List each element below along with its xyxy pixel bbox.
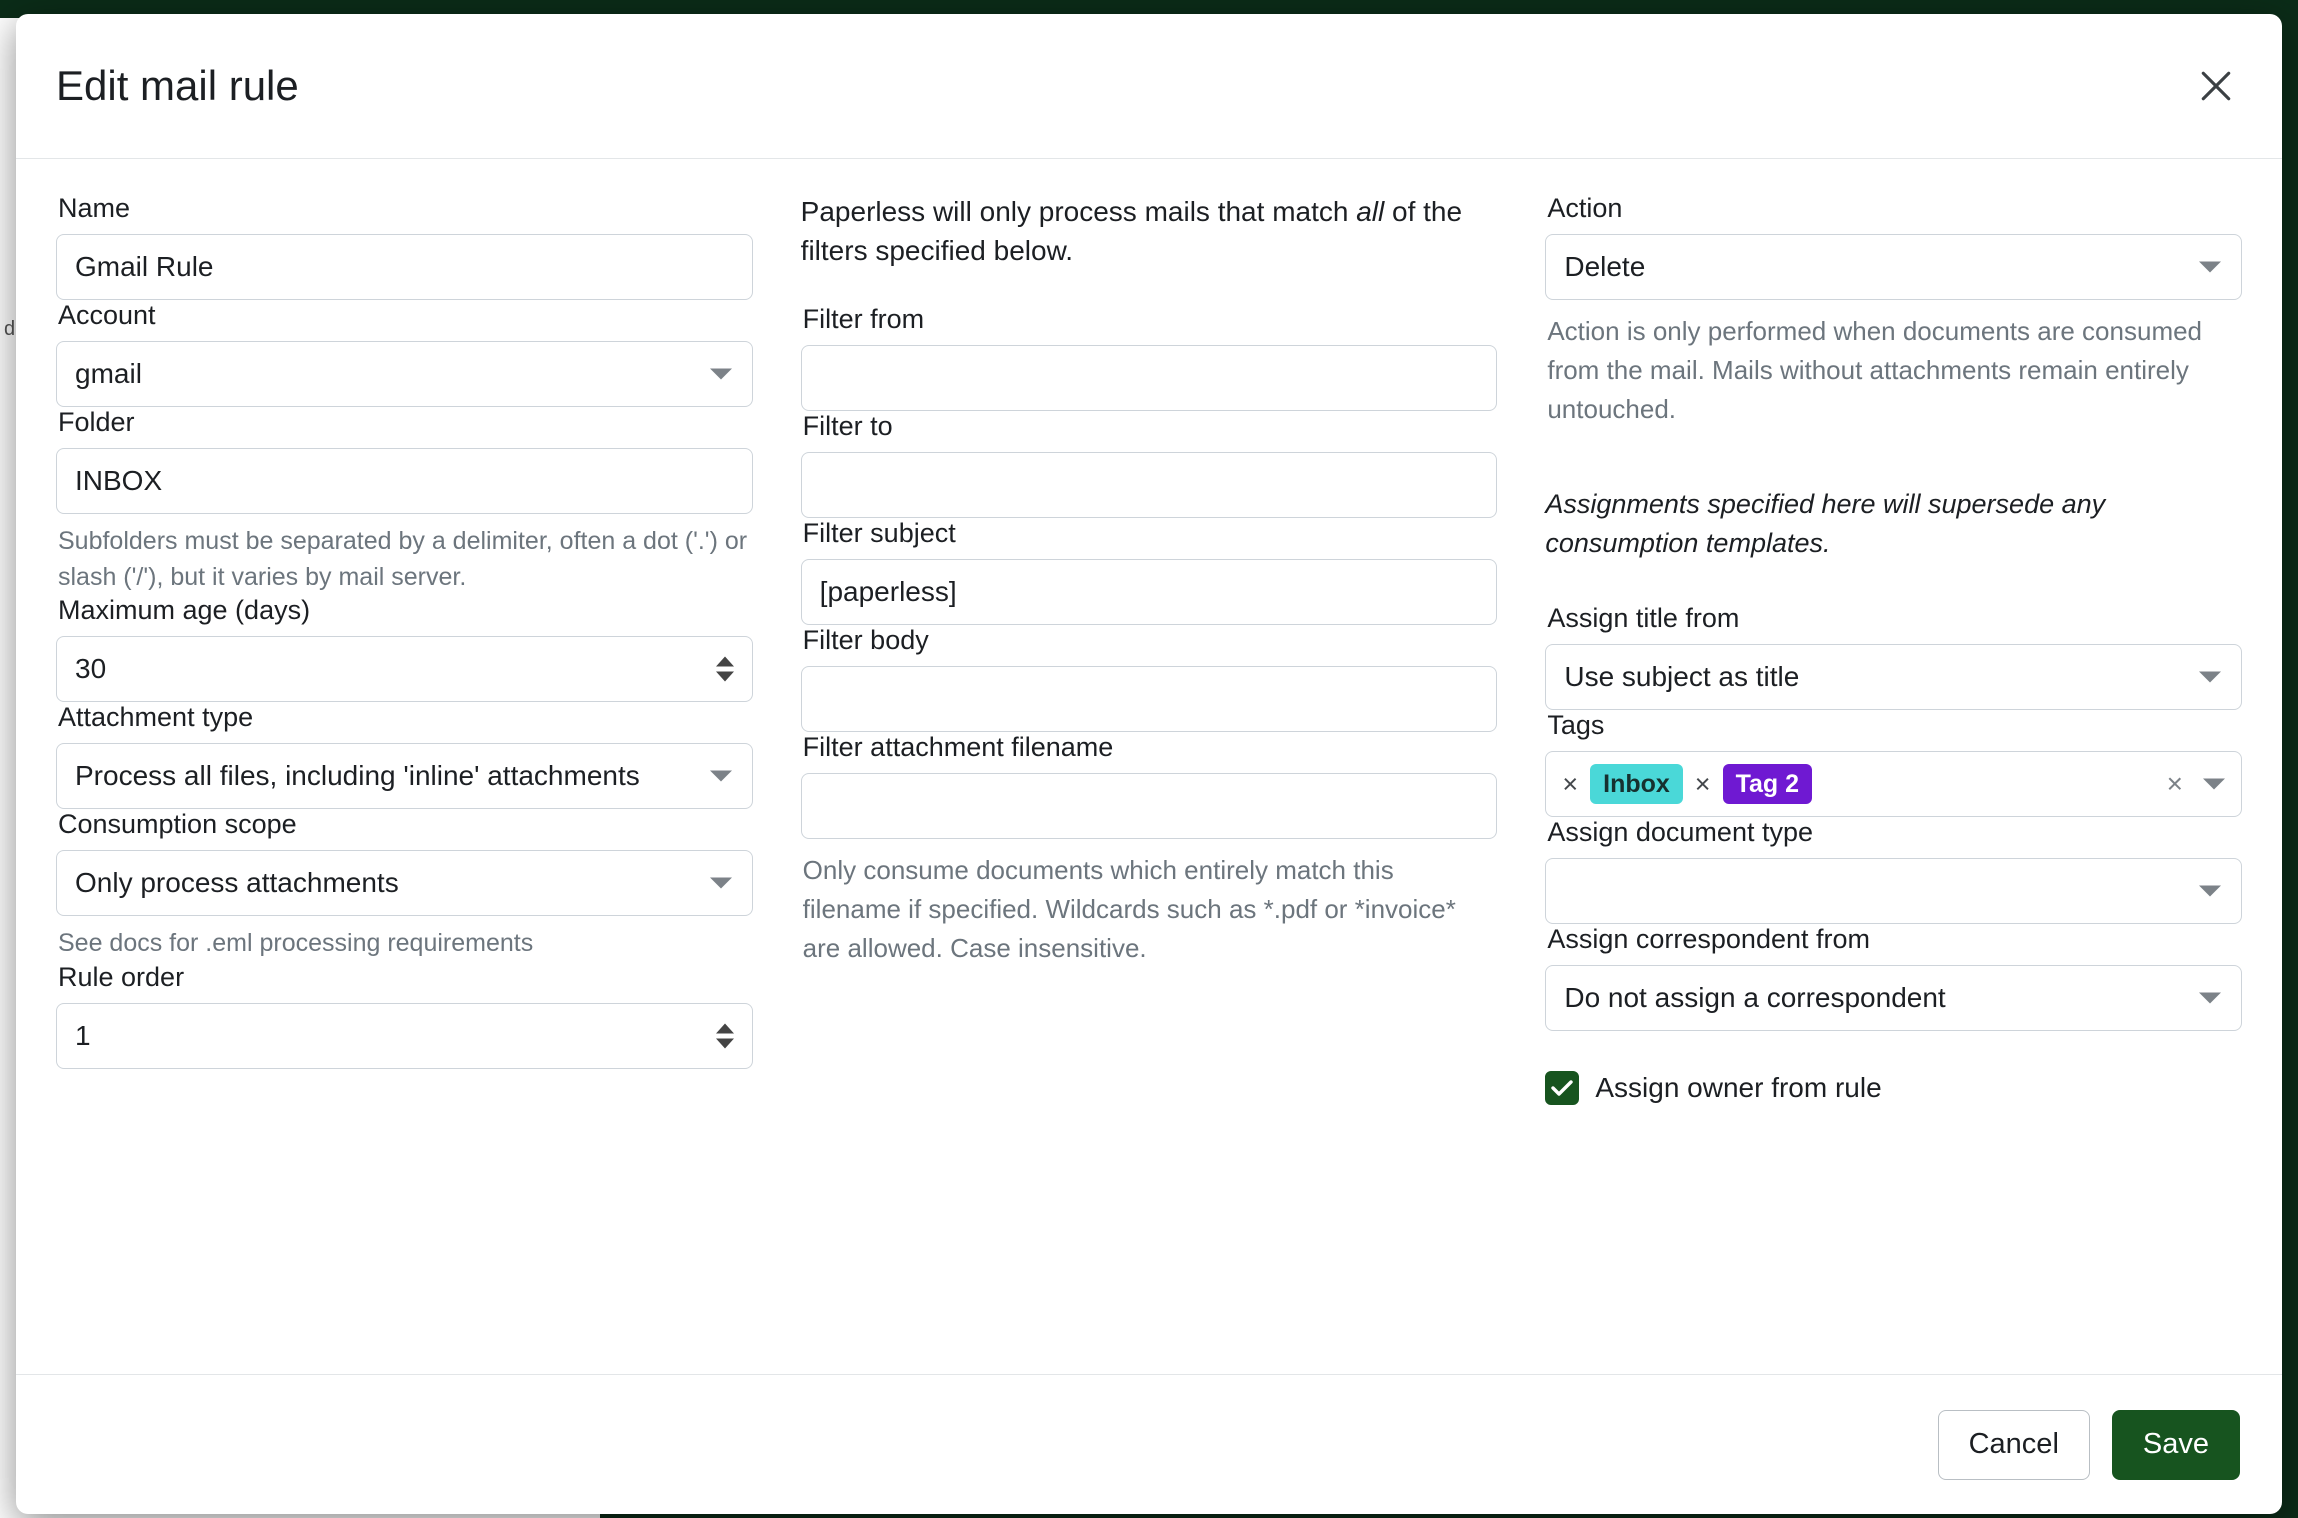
filter-body-input[interactable] (801, 666, 1498, 732)
maximum-age-stepper[interactable] (56, 636, 753, 702)
chevron-down-icon (710, 771, 732, 782)
consumption-scope-value: Only process attachments (75, 867, 399, 898)
column-filters (801, 193, 1498, 1374)
save-button[interactable]: Save (2112, 1410, 2240, 1480)
attachment-type-value: Process all files, including 'inline' attachments (75, 760, 640, 791)
assign-owner-row[interactable] (1545, 1071, 2242, 1105)
filters-intro-text (801, 193, 1498, 270)
tag-chip[interactable]: Inbox (1590, 764, 1683, 804)
assign-owner-checkbox[interactable] (1545, 1071, 1579, 1105)
filter-attachment-filename-label: Filter attachment filename (802, 732, 1114, 763)
clear-tags-icon[interactable]: × (2166, 768, 2184, 800)
folder-label: Folder (58, 407, 135, 437)
close-icon[interactable] (2190, 60, 2242, 112)
stepper-arrows-icon[interactable] (716, 657, 734, 682)
rule-order-value: 1 (75, 1019, 91, 1051)
cancel-button[interactable]: Cancel (1938, 1410, 2090, 1480)
chevron-down-icon (2199, 993, 2221, 1004)
assign-title-from-value: Use subject as title (1564, 661, 1800, 693)
tags-controls (2167, 768, 2225, 800)
folder-input[interactable]: INBOX (56, 448, 753, 514)
filter-to-input[interactable] (801, 452, 1498, 518)
remove-tag-icon[interactable]: × (1562, 768, 1579, 799)
assign-document-type-select[interactable] (1545, 858, 2242, 924)
assign-document-type-label: Assign document type (1547, 817, 1813, 848)
tag-chip[interactable]: Tag 2 (1723, 764, 1812, 804)
assignments-note: Assignments specified here will supersede any consumption templates. (1545, 489, 2106, 559)
assign-owner-label: Assign owner from rule (1595, 1072, 1882, 1104)
tags-input[interactable] (1545, 751, 2242, 817)
chevron-down-icon (2199, 262, 2221, 273)
consumption-scope-help-text: See docs for .eml processing requirements (58, 929, 534, 957)
action-value: Delete (1564, 251, 1646, 282)
intro-post: of the filters specified below. (800, 196, 1463, 266)
filter-subject-input[interactable]: [paperless] (801, 559, 1498, 625)
consumption-scope-label: Consumption scope (58, 809, 297, 839)
edit-mail-rule-dialog (16, 14, 2282, 1514)
dialog-footer (16, 1374, 2282, 1514)
page-title: Edit mail rule (56, 62, 299, 109)
chevron-down-icon (710, 878, 732, 889)
intro-emphasis: all (1356, 196, 1385, 227)
filter-subject-label: Filter subject (802, 518, 956, 549)
column-actions (1545, 193, 2242, 1374)
background-text: d (4, 318, 16, 340)
stepper-arrows-icon[interactable] (716, 1023, 734, 1048)
chevron-down-icon[interactable] (2203, 779, 2225, 790)
filter-from-label: Filter from (802, 304, 925, 335)
chevron-down-icon (710, 369, 732, 380)
dialog-body (16, 159, 2282, 1374)
intro-pre: Paperless will only process mails that match (800, 196, 1357, 227)
name-input[interactable]: Gmail Rule (56, 234, 753, 300)
account-label: Account (58, 300, 156, 330)
filter-to-label: Filter to (802, 411, 893, 442)
chevron-down-icon (2199, 672, 2221, 683)
maximum-age-label: Maximum age (days) (58, 595, 311, 625)
consumption-scope-select[interactable] (56, 850, 753, 916)
rule-order-label: Rule order (58, 961, 185, 992)
assign-title-from-label: Assign title from (1547, 603, 1740, 634)
dialog-header (16, 14, 2282, 159)
assign-title-from-select[interactable] (1545, 644, 2242, 710)
remove-tag-icon[interactable]: × (1694, 768, 1711, 799)
chevron-down-icon (2199, 886, 2221, 897)
rule-order-stepper[interactable] (56, 1003, 753, 1069)
filter-body-label: Filter body (802, 625, 929, 656)
attachment-type-label: Attachment type (58, 702, 254, 732)
attachment-type-select[interactable] (56, 743, 753, 809)
maximum-age-value: 30 (75, 653, 107, 684)
action-select[interactable] (1545, 234, 2242, 300)
column-general (56, 193, 753, 1374)
action-help-text: Action is only performed when documents are consumed from the mail. Mails without attachments remain entirely untouched. (1547, 316, 2203, 424)
filter-attachment-help-text: Only consume documents which entirely match this filename if specified. Wildcards such as *.pdf or *invoice* are allowed. Case insensitive. (802, 855, 1456, 964)
name-label: Name (58, 193, 131, 223)
folder-help-text: Subfolders must be separated by a delimiter, often a dot ('.') or slash ('/'), but it varies by mail server. (58, 527, 748, 591)
assign-correspondent-value: Do not assign a correspondent (1564, 982, 1946, 1014)
tags-label: Tags (1547, 710, 1605, 741)
filter-from-input[interactable] (801, 345, 1498, 411)
account-select[interactable] (56, 341, 753, 407)
assign-correspondent-label: Assign correspondent from (1547, 924, 1870, 955)
filter-attachment-filename-input[interactable] (801, 773, 1498, 839)
account-value: gmail (75, 358, 142, 389)
assign-correspondent-select[interactable] (1545, 965, 2242, 1031)
action-label: Action (1547, 193, 1623, 223)
